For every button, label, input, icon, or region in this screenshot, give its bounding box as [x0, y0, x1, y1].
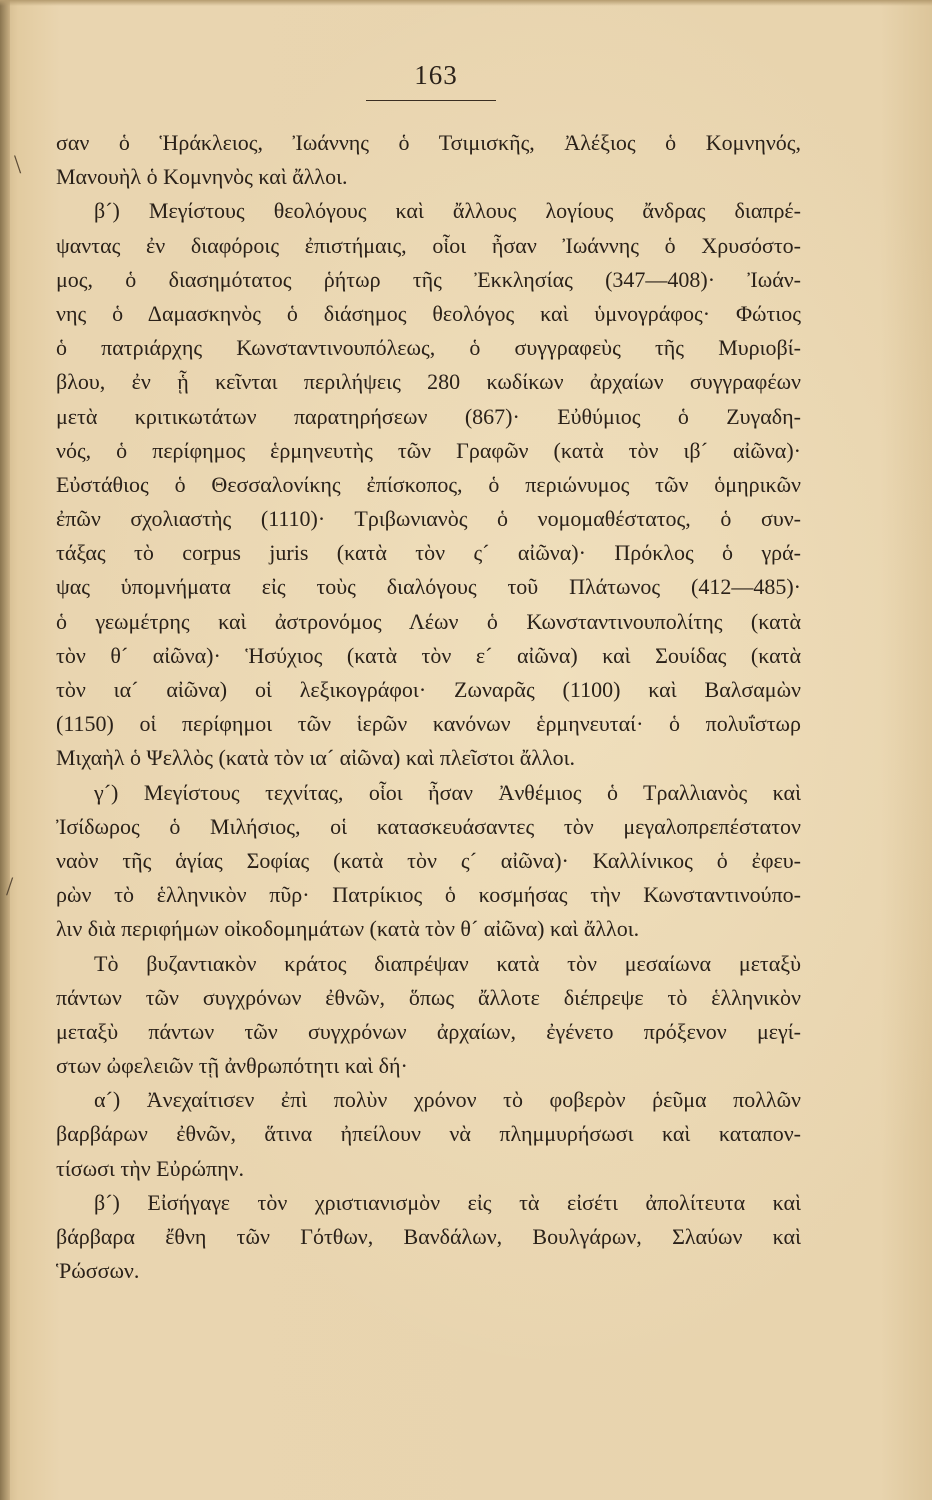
text-line: νός, ὁ περίφημος ἑρμηνευτὴς τῶν Γραφῶν (κατὰ τὸν ιβ´ αἰῶνα)·: [56, 437, 801, 463]
text-line: Ῥώσσων.: [56, 1258, 140, 1284]
text-line: ψαντας ἐν διαφόροις ἐπιστήμαις, οἷοι ἦσαν Ἰωάννης ὁ Χρυσόστο-: [56, 232, 801, 258]
page-binding-edge: [0, 0, 10, 1500]
text-line: τάξας τὸ corpus juris (κατὰ τὸν ς´ αἰῶνα)· Πρόκλος ὁ γρά-: [56, 540, 801, 566]
text-line: ψας ὑπομνήματα εἰς τοὺς διαλόγους τοῦ Πλάτωνος (412—485)·: [56, 574, 801, 600]
text-line: ἐπῶν σχολιαστὴς (1110)· Τριβωνιανὸς ὁ νομομαθέστατος, ὁ συν-: [56, 506, 801, 532]
text-line: σαν ὁ Ἡράκλειος, Ἰωάννης ὁ Τσιμισκῆς, Ἀλέξιος ὁ Κομνηνός,: [56, 130, 801, 155]
text-line: λιν διὰ περιφήμων οἰκοδομημάτων (κατὰ τὸν θ´ αἰῶνα) καὶ ἄλλοι.: [56, 916, 640, 942]
text-line: Μιχαὴλ ὁ Ψελλὸς (κατὰ τὸν ια´ αἰῶνα) καὶ πλεῖστοι ἄλλοι.: [56, 745, 576, 771]
text-line: βαρβάρων ἐθνῶν, ἅτινα ἠπείλουν νὰ πλημμυρήσωσι καὶ καταπον-: [56, 1121, 801, 1147]
margin-pencil-mark: \: [14, 150, 22, 179]
text-line: Τὸ βυζαντιακὸν κράτος διαπρέψαν κατὰ τὸν μεσαίωνα μεταξὺ: [94, 950, 801, 976]
margin-pencil-mark: /: [6, 872, 14, 901]
text-line: πάντων τῶν συγχρόνων ἐθνῶν, ὅπως ἄλλοτε διέπρεψε τὸ ἑλληνικὸν: [56, 984, 801, 1010]
text-line: τὸν ια´ αἰῶνα) οἱ λεξικογράφοι· Ζωναρᾶς (1100) καὶ Βαλσαμὼν: [56, 677, 801, 702]
text-line: (1150) οἱ περίφημοι τῶν ἱερῶν κανόνων ἑρμηνευταί· ὁ πολυΐστωρ: [56, 711, 801, 737]
page-number-rule: [366, 100, 496, 101]
text-line: βάρβαρα ἔθνη τῶν Γότθων, Βανδάλων, Βουλγάρων, Σλαύων καὶ: [56, 1224, 801, 1249]
text-line: μος, ὁ διασημότατος ῥήτωρ τῆς Ἐκκλησίας (347—408)· Ἰωάν-: [56, 266, 801, 292]
text-line: Εὐστάθιος ὁ Θεσσαλονίκης ἐπίσκοπος, ὁ περιώνυμος τῶν ὁμηρικῶν: [56, 471, 801, 497]
text-line: βλου, ἐν ᾗ κεῖνται περιλήψεις 280 κωδίκων ἀρχαίων συγγραφέων: [56, 369, 801, 395]
text-line: α´) Ἀνεχαίτισεν ἐπὶ πολὺν χρόνον τὸ φοβερὸν ῥεῦμα πολλῶν: [94, 1087, 801, 1113]
text-line: μεταξὺ πάντων τῶν συγχρόνων ἀρχαίων, ἐγένετο πρόξενον μεγί-: [56, 1018, 801, 1044]
page-number: 163: [414, 60, 458, 90]
page-top-edge: [0, 0, 932, 6]
text-line: τὸν θ´ αἰῶνα)· Ἡσύχιος (κατὰ τὸν ε´ αἰῶνα) καὶ Σουίδας (κατὰ: [56, 642, 801, 668]
text-line: β´) Μεγίστους θεολόγους καὶ ἄλλους λογίους ἄνδρας διαπρέ-: [94, 198, 801, 224]
text-line: μετὰ κριτικωτάτων παρατηρήσεων (867)· Εὐθύμιος ὁ Ζυγαδη-: [56, 403, 801, 429]
text-line: Ἰσίδωρος ὁ Μιλήσιος, οἱ κατασκευάσαντες τὸν μεγαλοπρεπέστατον: [56, 813, 801, 839]
text-line: τίσωσι τὴν Εὐρώπην.: [56, 1155, 245, 1181]
body-text: [56, 126, 801, 1288]
text-line: ρὼν τὸ ἑλληνικὸν πῦρ· Πατρίκιος ὁ κοσμήσας τὴν Κωνσταντινούπο-: [56, 882, 801, 908]
text-line: β´) Εἰσήγαγε τὸν χριστιανισμὸν εἰς τὰ εἰσέτι ἀπολίτευτα καὶ: [94, 1189, 801, 1215]
text-line: ὁ πατριάρχης Κωνσταντινουπόλεως, ὁ συγγραφεὺς τῆς Μυριοβί-: [56, 335, 801, 361]
text-line: στων ὠφελειῶν τῇ ἀνθρωπότητι καὶ δή·: [56, 1053, 408, 1079]
text-line: ναὸν τῆς ἁγίας Σοφίας (κατὰ τὸν ς´ αἰῶνα)· Καλλίνικος ὁ ἐφευ-: [56, 847, 801, 873]
text-line: ὁ γεωμέτρης καὶ ἀστρονόμος Λέων ὁ Κωνσταντινουπολίτης (κατὰ: [56, 608, 801, 634]
text-line: Μανουὴλ ὁ Κομνηνὸς καὶ ἄλλοι.: [56, 164, 348, 190]
text-line: γ´) Μεγίστους τεχνίτας, οἷοι ἦσαν Ἀνθέμιος ὁ Τραλλιανὸς καὶ: [94, 779, 801, 805]
text-line: νης ὁ Δαμασκηνὸς ὁ διάσημος θεολόγος καὶ ὑμνογράφος· Φώτιος: [56, 300, 801, 326]
